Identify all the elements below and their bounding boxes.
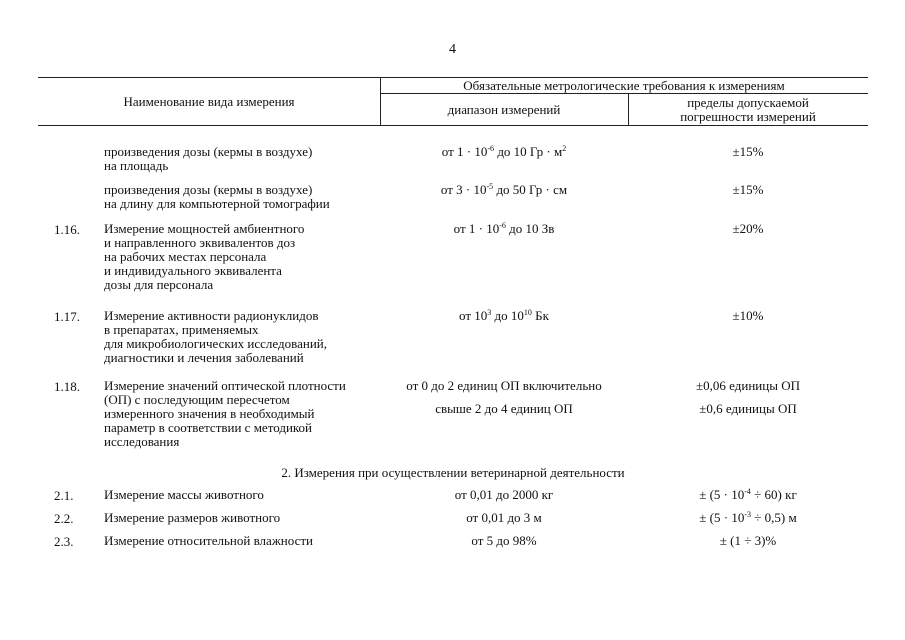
row-tolerance: ±10% [732, 308, 764, 323]
row-name: Измерение относительной влажности [104, 533, 313, 548]
row-name: Измерение размеров животного [104, 510, 281, 525]
row-tolerance: ±15% [732, 144, 764, 159]
header-requirements: Обязательные метрологические требования к измерениям [463, 78, 785, 93]
row-name [104, 379, 374, 449]
row-name: Измерение массы животного [104, 487, 264, 502]
header-tolerance-line1: пределы допускаемой [687, 95, 809, 110]
row-tolerance: ±20% [732, 221, 764, 236]
row-number: 1.18. [54, 379, 80, 394]
row-name-line: произведения дозы (кермы в воздухе) [104, 144, 313, 159]
header-sub-border [380, 93, 868, 94]
row-name-line: произведения дозы (кермы в воздухе) [104, 182, 313, 197]
row-range: от $3 \cdot 10^{-5}$ до 50 Гр · см [440, 182, 568, 197]
row-number: 2.1. [54, 488, 74, 503]
header-name: Наименование вида измерения [123, 94, 295, 109]
row-name-line: дозы для персонала [104, 277, 214, 292]
row-tolerance: ±0,06 единицы ОП [696, 378, 800, 393]
section-title: 2. Измерения при осуществлении ветеринарной деятельности [281, 465, 625, 480]
row-tolerance: ±15% [732, 182, 764, 197]
header-tolerance-line2: погрешности измерений [680, 109, 816, 124]
row-number: 1.16. [54, 222, 80, 237]
row-name-line: для микробиологических исследований, [104, 336, 327, 351]
row-tolerance: ±0,6 единицы ОП [699, 401, 797, 416]
row-name-line: параметр в соответствии с методикой [104, 420, 313, 435]
row-range: от $10^3$ до $10^{10}$ Бк [459, 308, 549, 323]
row-number: 2.2. [54, 511, 74, 526]
row-number: 1.17. [54, 309, 80, 324]
header-bottom-border [38, 125, 868, 126]
header-tolerance [628, 96, 868, 124]
row-range: от $1 \cdot 10^{-6}$ до 10 Гр · $м^2$ [441, 144, 567, 159]
row-name-line: диагностики и лечения заболеваний [104, 350, 304, 365]
header-range: диапазон измерений [447, 102, 561, 117]
row-name-line: исследования [104, 434, 180, 449]
row-name [104, 183, 374, 211]
page-number: 4 [449, 42, 456, 57]
row-name [104, 309, 374, 365]
row-name [104, 222, 374, 292]
row-name-line: измеренного значения в необходимый [104, 406, 315, 421]
row-name-line: Измерение активности радионуклидов [104, 308, 319, 323]
row-name-line: Измерение мощностей амбиентного [104, 221, 305, 236]
row-range: от $1 \cdot 10^{-6}$ до 10 Зв [453, 221, 555, 236]
row-range: от 0 до 2 единиц ОП включительно [406, 378, 602, 393]
row-name-line: и индивидуального эквивалента [104, 263, 282, 278]
row-name-line: (ОП) с последующим пересчетом [104, 392, 290, 407]
row-name-line: на рабочих местах персонала [104, 249, 267, 264]
row-range: от 5 до 98% [471, 533, 537, 548]
row-range: от 0,01 до 2000 кг [454, 487, 554, 502]
row-range: свыше 2 до 4 единиц ОП [435, 401, 573, 416]
row-number: 2.3. [54, 534, 74, 549]
row-tolerance: ± $(5 \cdot 10^{-4} \div 60)$ кг [699, 487, 797, 502]
row-name-line: в препаратах, применяемых [104, 322, 259, 337]
row-tolerance: ± (1 ÷ 3)% [719, 533, 777, 548]
row-name-line: Измерение значений оптической плотности [104, 378, 346, 393]
row-name [104, 145, 374, 173]
row-name-line: на длину для компьютерной томографии [104, 196, 330, 211]
row-range: от 0,01 до 3 м [466, 510, 542, 525]
row-name-line: на площадь [104, 158, 169, 173]
row-tolerance: ± $(5 \cdot 10^{-3} \div 0,5)$ м [699, 510, 797, 525]
row-name-line: и направленного эквивалентов доз [104, 235, 296, 250]
